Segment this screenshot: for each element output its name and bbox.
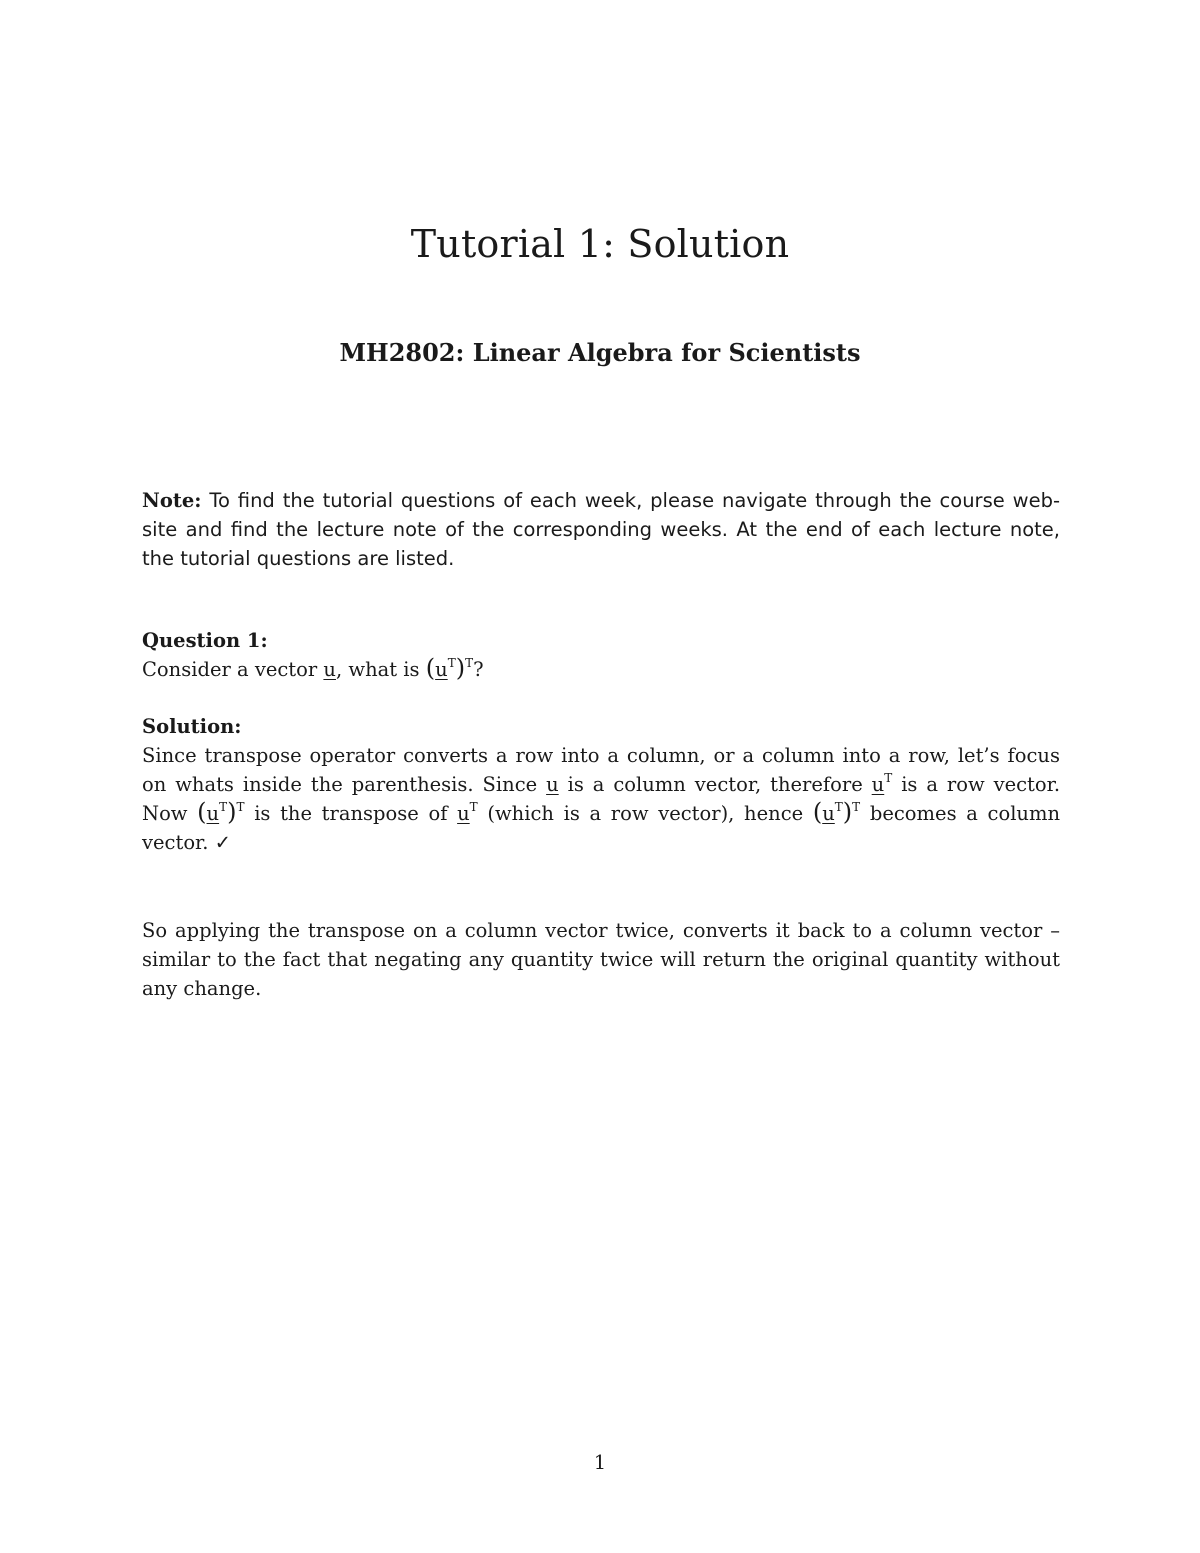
summary-text: So applying the transpose on a column vector twice, converts it back to a column vector – similar to the fact that negating any quantity twice will return the original quantity without any change. bbox=[142, 919, 1060, 1000]
solution-line3: is a row vector. bbox=[901, 773, 1061, 796]
vector-u: u bbox=[323, 658, 336, 681]
question-label: Question 1: bbox=[142, 629, 268, 652]
transpose-sup: T bbox=[852, 799, 861, 814]
vector-u: u bbox=[457, 802, 470, 825]
note-text: To find the tutorial questions of each week, please navigate through the course web-site and find the lecture note of the corresponding weeks. At the end of each lecture note, the bbox=[142, 489, 1060, 570]
page-number: 1 bbox=[593, 1451, 607, 1474]
solution-now: Now bbox=[142, 802, 188, 825]
open-paren: ( bbox=[812, 798, 823, 826]
vector-u: u bbox=[206, 802, 220, 825]
note-paragraph bbox=[142, 486, 1060, 573]
transpose-sup: T bbox=[834, 799, 843, 814]
note-text-tail: tutorial questions are listed. bbox=[180, 547, 455, 570]
solution-line5: (which is a row vector), hence bbox=[487, 802, 804, 825]
close-paren: ) bbox=[842, 798, 853, 826]
open-paren: ( bbox=[425, 654, 436, 682]
note-label: Note: bbox=[142, 489, 202, 512]
vector-u: u bbox=[546, 773, 559, 796]
page-title: Tutorial 1: Solution bbox=[410, 222, 790, 266]
transpose-sup: T bbox=[447, 655, 456, 670]
solution-line6: becomes a column vector. bbox=[142, 802, 1061, 854]
course-subtitle: MH2802: Linear Algebra for Scientists bbox=[339, 338, 861, 367]
question-end: ? bbox=[473, 658, 484, 681]
solution-label: Solution: bbox=[142, 715, 242, 738]
question-section bbox=[142, 626, 1060, 684]
transpose-sup: T bbox=[219, 799, 228, 814]
vector-u: u bbox=[871, 773, 885, 796]
vector-u: u bbox=[435, 658, 448, 681]
transpose-sup: T bbox=[469, 799, 478, 814]
transpose-sup: T bbox=[236, 799, 245, 814]
check-mark-icon: ✓ bbox=[214, 831, 231, 854]
question-middle: , what is bbox=[335, 658, 420, 681]
open-paren: ( bbox=[197, 798, 207, 826]
close-paren: ) bbox=[227, 798, 237, 826]
transpose-sup: T bbox=[884, 770, 893, 785]
solution-section bbox=[142, 712, 1060, 857]
summary-paragraph bbox=[142, 916, 1060, 1003]
solution-line2: is a column vector, therefore bbox=[567, 773, 863, 796]
solution-text bbox=[142, 741, 1060, 857]
transpose-sup: T bbox=[465, 655, 474, 670]
question-text bbox=[142, 655, 1060, 684]
solution-line1: Since transpose operator converts a row into a column, or a column into a row, let’s focus on whats inside the parenthesis. Since bbox=[142, 744, 1060, 796]
solution-line4: is the transpose of bbox=[254, 802, 448, 825]
question-prefix: Consider a vector bbox=[142, 658, 318, 681]
vector-u: u bbox=[822, 802, 835, 825]
close-paren: ) bbox=[455, 654, 466, 682]
